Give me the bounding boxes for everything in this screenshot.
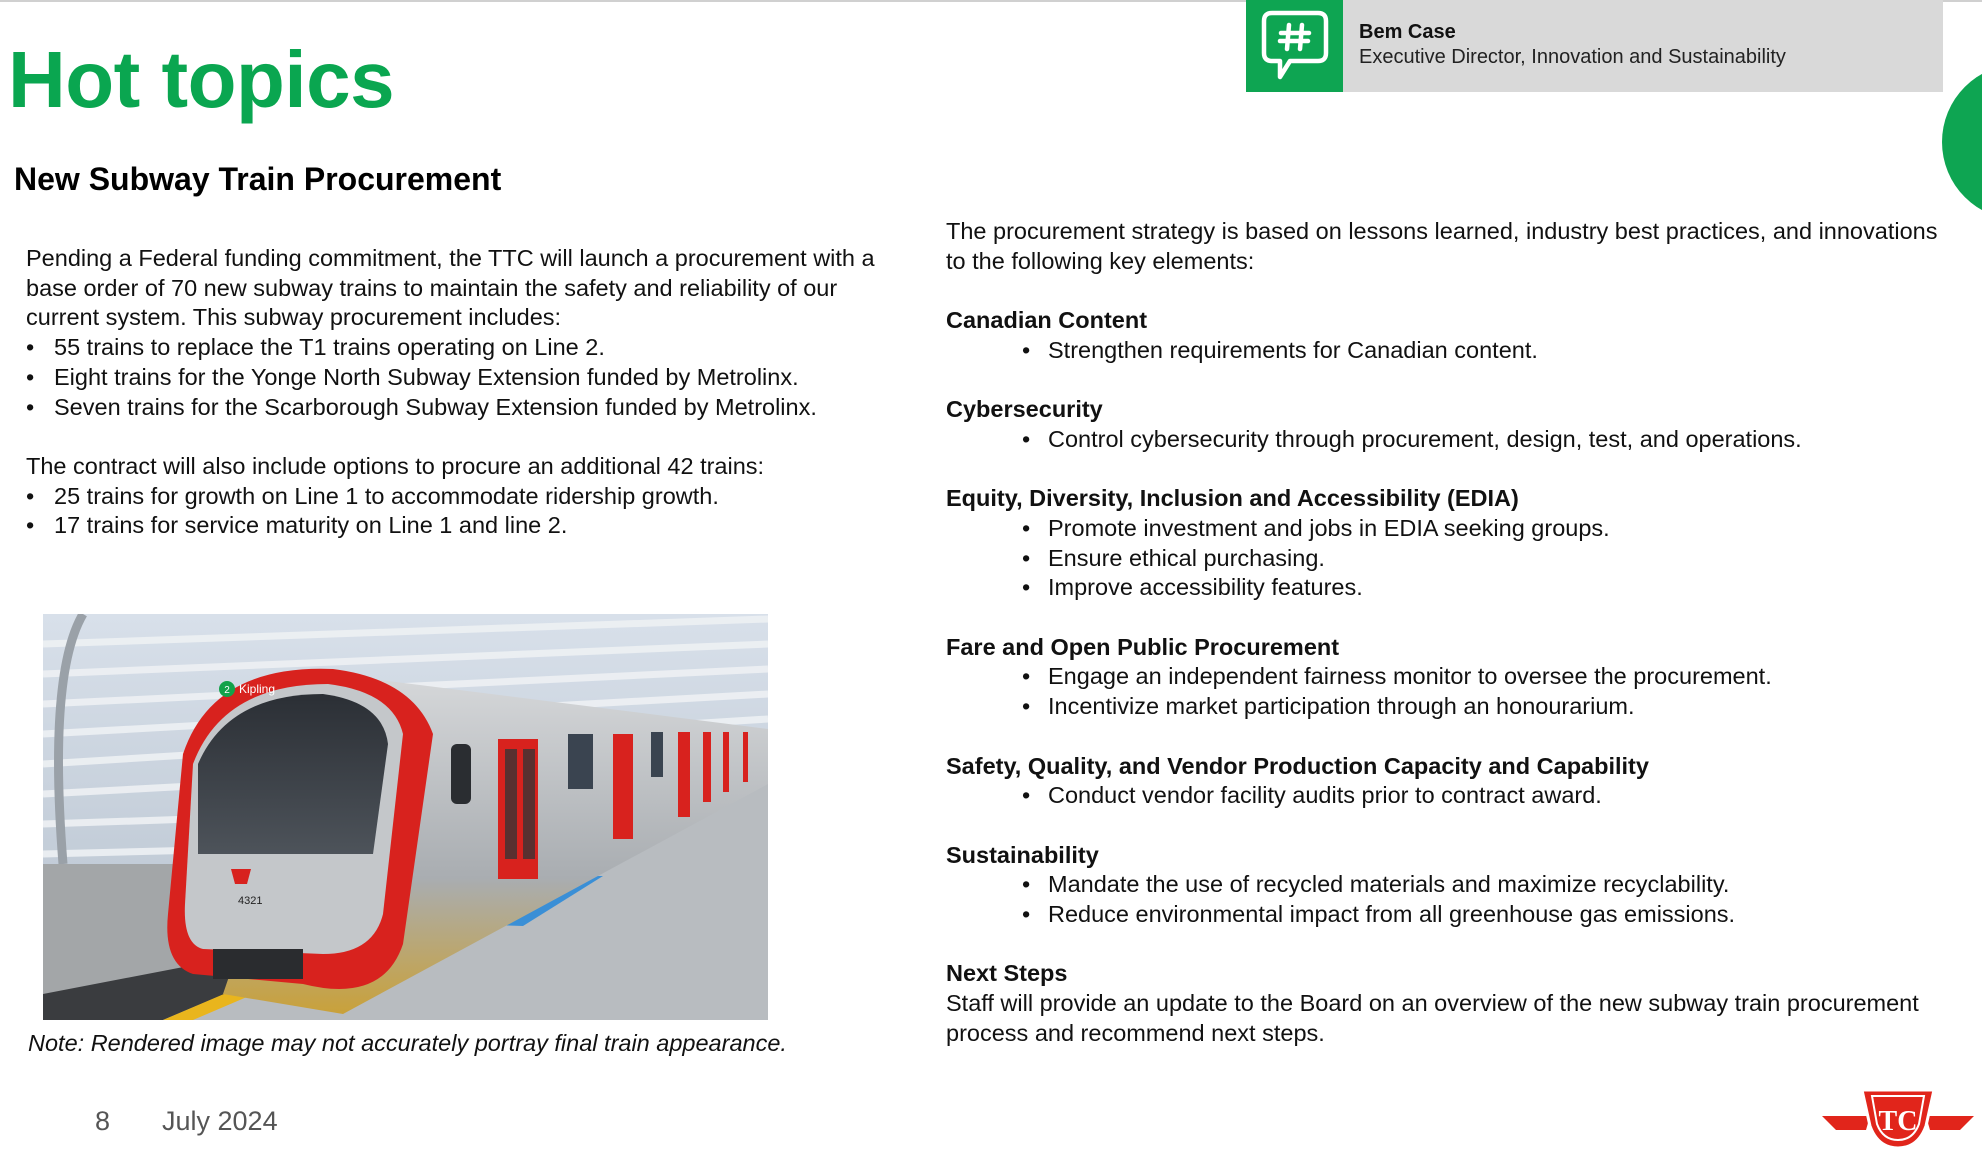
section-heading: Next Steps	[946, 960, 1068, 987]
list-item: • 17 trains for service maturity on Line 1 and line 2.	[26, 511, 886, 541]
decorative-green-circle	[1942, 64, 1982, 220]
list-item: • Conduct vendor facility audits prior to contract award.	[946, 781, 1946, 811]
page-title: Hot topics	[8, 35, 395, 124]
list-item: • Mandate the use of recycled materials and maximize recyclability.	[946, 870, 1946, 900]
destination-sign: Kipling	[239, 682, 276, 696]
options-list	[26, 482, 886, 541]
right-column	[946, 217, 1946, 1049]
image-caption: Note: Rendered image may not accurately portray final train appearance.	[28, 1030, 787, 1056]
section-edia	[946, 484, 1946, 603]
list-item: • Seven trains for the Scarborough Subway Extension funded by Metrolinx.	[26, 393, 886, 423]
section-sustainability	[946, 841, 1946, 930]
section-fair-procurement	[946, 633, 1946, 722]
list-item: • Strengthen requirements for Canadian content.	[946, 336, 1946, 366]
list-item: • 55 trains to replace the T1 trains operating on Line 2.	[26, 333, 886, 363]
train-render-image	[43, 614, 768, 1020]
section-cybersecurity	[946, 395, 1946, 454]
svg-text:TC: TC	[1878, 1106, 1918, 1137]
list-item: • Engage an independent fairness monitor to oversee the procurement.	[946, 662, 1946, 692]
hashtag-chat-icon	[1246, 0, 1343, 92]
list-item: • Promote investment and jobs in EDIA seeking groups.	[946, 514, 1946, 544]
slide-date: July 2024	[162, 1106, 278, 1136]
list-item: • Improve accessibility features.	[946, 573, 1946, 603]
car-number: 4321	[238, 895, 263, 907]
section-heading: Canadian Content	[946, 307, 1148, 334]
page-number: 8	[95, 1106, 111, 1136]
list-item: • 25 trains for growth on Line 1 to accommodate ridership growth.	[26, 482, 886, 512]
presenter-banner	[1246, 0, 1943, 92]
presenter-name: Bem Case	[1359, 21, 1456, 43]
section-heading: Equity, Diversity, Inclusion and Accessibility (EDIA)	[946, 485, 1519, 512]
presenter-role: Executive Director, Innovation and Sustainability	[1359, 46, 1786, 68]
list-item: • Ensure ethical purchasing.	[946, 544, 1946, 574]
section-canadian-content	[946, 306, 1946, 365]
section-heading: Fare and Open Public Procurement	[946, 633, 1340, 660]
strategy-intro: The procurement strategy is based on lessons learned, industry best practices, and innovations to the following key elements:	[946, 218, 1938, 274]
line-number-badge: 2	[224, 685, 230, 696]
next-steps-text: Staff will provide an update to the Board on an overview of the new subway train procurement process and recommend next steps.	[946, 990, 1919, 1046]
section-safety-quality	[946, 752, 1946, 811]
section-heading: Safety, Quality, and Vendor Production Capacity and Capability	[946, 752, 1649, 779]
options-paragraph: The contract will also include options to procure an additional 42 trains:	[26, 452, 765, 479]
base-order-list	[26, 333, 886, 422]
ttc-logo-icon	[1822, 1086, 1974, 1152]
list-item: • Incentivize market participation through an honourarium.	[946, 692, 1946, 722]
left-column	[26, 244, 886, 541]
section-next-steps	[946, 959, 1946, 1048]
section-subtitle: New Subway Train Procurement	[14, 161, 502, 197]
section-heading: Sustainability	[946, 841, 1099, 868]
list-item: • Control cybersecurity through procurement, design, test, and operations.	[946, 425, 1946, 455]
intro-paragraph: Pending a Federal funding commitment, the TTC will launch a procurement with a base order of 70 new subway trains to maintain the safety and reliability of our current system. This subway procurement includes:	[26, 245, 875, 331]
section-heading: Cybersecurity	[946, 396, 1103, 423]
list-item: • Reduce environmental impact from all greenhouse gas emissions.	[946, 900, 1946, 930]
list-item: • Eight trains for the Yonge North Subway Extension funded by Metrolinx.	[26, 363, 886, 393]
